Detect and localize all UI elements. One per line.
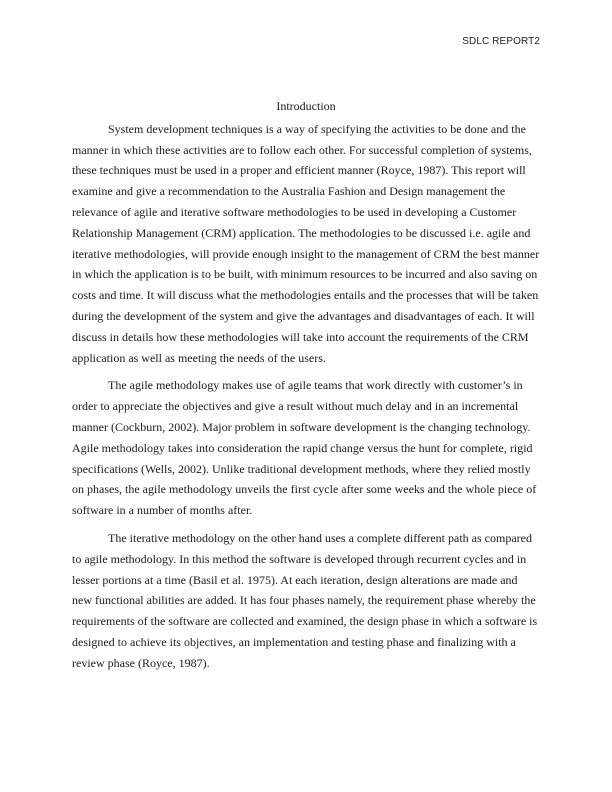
paragraph-agile: The agile methodology makes use of agile teams that work directly with customer’s in order to appreciate the objectives and give a result without much delay and in an incremental manner (Cockburn, 2002). Major problem in software development is the changing technology. Agile methodology takes into consideration the rapid change versus the hunt for complete, rigid specifications (Wells, 2002). Unlike traditional development methods, where they relied mostly on phases, the agile methodology unveils the first cycle after some weeks and the whole piece of software in a number of months after. <box>72 378 537 518</box>
paragraph-intro: System development techniques is a way of specifying the activities to be done and the manner in which these activities are to follow each other. For successful completion of systems, these techniques must be used in a proper and efficient manner (Royce, 1987). This report will examine and give a recommendation to the Australia Fashion and Design management the relevance of agile and iterative software methodologies to be used in developing a Customer Relationship Management (CRM) application. The methodologies to be discussed i.e. agile and iterative methodologies, will provide enough insight to the management of CRM the best manner in which the application is to be built, with minimum resources to be incurred and also saving on costs and time. It will discuss what the methodologies entails and the processes that will be taken during the development of the system and give the advantages and disadvantages of each. It will discuss in details how these methodologies will take into account the requirements of the CRM application as well as meeting the needs of the users. <box>72 121 540 365</box>
running-header: SDLC REPORT2 <box>462 36 540 47</box>
document-body <box>72 96 540 681</box>
paragraph-iterative: The iterative methodology on the other hand uses a complete different path as compared to agile methodology. In this method the software is developed through recurrent cycles and in lesser portions at a time (Basil et al. 1975). At each iteration, design alterations are made and new functional abilities are added. It has four phases namely, the requirement phase whereby the requirements of the software are collected and examined, the design phase in which a software is designed to achieve its objectives, an implementation and testing phase and finalizing with a review phase (Royce, 1987). <box>72 530 538 670</box>
section-heading: Introduction <box>276 99 336 113</box>
